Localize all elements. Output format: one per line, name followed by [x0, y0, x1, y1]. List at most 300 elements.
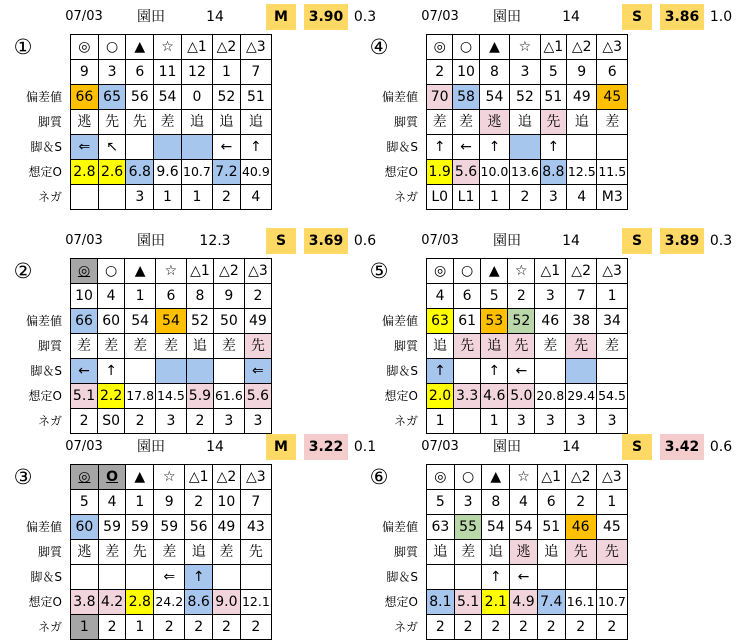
horse-number-cell: 2 [427, 60, 453, 85]
nega-cell: M3 [597, 185, 628, 210]
race-count: 14 [562, 9, 580, 25]
horse-number-cell: 9 [71, 60, 99, 85]
row-label: 想定O [28, 389, 62, 403]
ashi-cell [71, 565, 99, 590]
horse-number-cell: 1 [126, 490, 154, 515]
race-diff: 0.6 [709, 439, 733, 455]
mark-cell: ☆ [154, 35, 182, 60]
mark-cell: ◎ [427, 35, 453, 60]
horse-number-cell: 4 [510, 490, 538, 515]
style-cell: 差 [454, 540, 482, 565]
mark-cell: ◎ [71, 259, 98, 284]
horse-number-cell: 1 [597, 284, 628, 309]
ashi-cell: ↑ [427, 135, 453, 160]
horse-number-cell: 5 [481, 284, 508, 309]
ashi-cell [181, 135, 212, 160]
grid-row [71, 409, 272, 434]
race-value: 3.89 [660, 228, 704, 254]
race-date: 07/03 [65, 9, 103, 24]
mark-cell: ☆ [510, 465, 538, 490]
deviation-cell: 59 [126, 515, 154, 540]
style-cell: 差 [156, 334, 187, 359]
horse-number-cell: 7 [566, 284, 597, 309]
race-diff: 1.0 [709, 9, 733, 25]
horse-number-cell: 9 [567, 60, 597, 85]
nega-cell: 2 [427, 615, 455, 640]
race-grade: S [622, 434, 652, 460]
row-label: ネガ [37, 414, 62, 428]
style-cell: 差 [597, 334, 628, 359]
grid-row [71, 590, 272, 615]
row-labels [6, 85, 66, 210]
nega-cell: 2 [185, 615, 213, 640]
deviation-cell: 56 [126, 85, 154, 110]
row-label: ネガ [393, 620, 418, 634]
ashi-cell: ↖ [98, 135, 126, 160]
horse-number-cell: 8 [482, 490, 510, 515]
deviation-cell: 50 [213, 309, 244, 334]
horse-number-cell: 1 [213, 60, 241, 85]
race-grid [426, 34, 628, 210]
race-count: 14 [562, 439, 580, 455]
grid-row [71, 284, 272, 309]
odds-cell: 2.8 [71, 160, 99, 185]
row-label: ネガ [37, 620, 62, 634]
style-cell: 先 [596, 540, 627, 565]
mark-cell: ☆ [510, 35, 540, 60]
race-diff: 0.6 [353, 233, 377, 249]
race-value: 3.69 [304, 228, 348, 254]
grid-row [427, 60, 628, 85]
mark-cell: ○ [453, 35, 479, 60]
grid-row [71, 334, 272, 359]
mark-cell: △2 [213, 465, 241, 490]
row-labels [362, 309, 422, 434]
race-grid [426, 464, 628, 640]
row-label: 想定O [384, 389, 418, 403]
deviation-cell: 58 [453, 85, 479, 110]
deviation-cell: 59 [154, 515, 185, 540]
deviation-cell: 52 [510, 85, 540, 110]
nega-cell: 2 [71, 409, 98, 434]
horse-number-cell: 3 [454, 490, 482, 515]
nega-cell: 2 [213, 615, 241, 640]
nega-cell: 3 [156, 409, 187, 434]
ashi-cell: ↑ [479, 135, 509, 160]
odds-cell: 4.9 [510, 590, 538, 615]
deviation-cell: 55 [454, 515, 482, 540]
odds-cell: 10.0 [479, 160, 509, 185]
deviation-cell: 52 [186, 309, 213, 334]
deviation-cell: 34 [597, 309, 628, 334]
horse-number-cell: 8 [479, 60, 509, 85]
nega-cell: 3 [213, 409, 244, 434]
race-grid [70, 258, 272, 434]
grid-row [71, 185, 272, 210]
grid-row [427, 110, 628, 135]
style-cell: 先 [126, 110, 154, 135]
odds-cell: 61.6 [213, 384, 244, 409]
deviation-cell: 65 [98, 85, 126, 110]
row-label: 脚＆S [30, 140, 62, 154]
deviation-cell: 66 [71, 309, 98, 334]
deviation-cell: 54 [125, 309, 156, 334]
horse-number-cell: 10 [453, 60, 479, 85]
horse-number-cell: 6 [156, 284, 187, 309]
ashi-cell [125, 359, 156, 384]
race-date: 07/03 [421, 9, 459, 24]
race-value: 3.90 [304, 4, 348, 30]
deviation-cell: 63 [427, 309, 454, 334]
horse-number-cell: 5 [540, 60, 566, 85]
mark-cell: ◎ [427, 259, 454, 284]
deviation-cell: 54 [154, 85, 182, 110]
style-cell: 追 [213, 110, 241, 135]
odds-cell: 5.9 [186, 384, 213, 409]
race-venue: 園田 [137, 439, 165, 455]
nega-cell: 2 [510, 185, 540, 210]
style-cell: 先 [454, 334, 481, 359]
mark-cell: ○ [454, 465, 482, 490]
ashi-cell: ↑ [481, 359, 508, 384]
grid-row [427, 565, 628, 590]
ashi-cell [565, 565, 596, 590]
mark-cell: ◎ [71, 35, 99, 60]
row-labels [6, 309, 66, 434]
mark-cell: △3 [597, 35, 628, 60]
odds-cell: 3.3 [454, 384, 481, 409]
style-cell: 逃 [479, 110, 509, 135]
style-cell: 差 [71, 334, 98, 359]
odds-cell: 1.9 [427, 160, 453, 185]
race-number: ③ [13, 465, 33, 489]
nega-cell: 3 [508, 409, 535, 434]
ashi-cell: ↑ [240, 135, 271, 160]
grid-row [427, 35, 628, 60]
odds-cell: 12.5 [567, 160, 597, 185]
deviation-cell: 43 [240, 515, 271, 540]
odds-cell: 9.6 [154, 160, 182, 185]
row-label: ネガ [393, 414, 418, 428]
race-count: 14 [206, 439, 224, 455]
odds-cell: 13.6 [510, 160, 540, 185]
nega-cell: 3 [597, 409, 628, 434]
race-venue: 園田 [137, 233, 165, 249]
race-date: 07/03 [65, 233, 103, 248]
odds-cell: 3.8 [71, 590, 99, 615]
odds-cell: 7.2 [213, 160, 241, 185]
mark-cell: △1 [535, 259, 566, 284]
odds-cell: 54.5 [597, 384, 628, 409]
nega-cell: 3 [126, 185, 154, 210]
deviation-cell: 63 [427, 515, 455, 540]
race-number: ④ [369, 35, 389, 59]
deviation-cell: 38 [566, 309, 597, 334]
grid-row [71, 565, 272, 590]
race-date: 07/03 [421, 439, 459, 454]
race-value: 3.86 [660, 4, 704, 30]
race-number: ① [13, 35, 33, 59]
style-cell: 先 [508, 334, 535, 359]
odds-cell: 12.1 [240, 590, 271, 615]
race-date: 07/03 [65, 439, 103, 454]
nega-cell: L0 [427, 185, 453, 210]
race-grade: S [266, 228, 296, 254]
grid-row [427, 490, 628, 515]
style-cell: 差 [453, 110, 479, 135]
ashi-cell [597, 359, 628, 384]
race-grid [426, 258, 628, 434]
style-cell: 追 [482, 540, 510, 565]
horse-number-cell: 8 [186, 284, 213, 309]
nega-cell: 2 [596, 615, 627, 640]
race-diff: 0.3 [353, 9, 377, 25]
horse-number-cell: 9 [213, 284, 244, 309]
ashi-cell: ← [510, 565, 538, 590]
nega-cell: 2 [482, 615, 510, 640]
grid-row [427, 515, 628, 540]
grid-row [427, 309, 628, 334]
race-venue: 園田 [137, 9, 165, 25]
nega-cell: 2 [510, 615, 538, 640]
nega-cell: 2 [154, 615, 185, 640]
horse-number-cell: 6 [454, 284, 481, 309]
mark-cell: ○ [98, 35, 126, 60]
nega-cell [454, 409, 481, 434]
ashi-cell [535, 359, 566, 384]
style-cell: 差 [535, 334, 566, 359]
grid-row [427, 590, 628, 615]
horse-number-cell: 6 [597, 60, 628, 85]
odds-cell: 5.6 [244, 384, 271, 409]
odds-cell: 2.6 [98, 160, 126, 185]
row-label: 脚質 [37, 115, 62, 129]
horse-number-cell: 2 [185, 490, 213, 515]
nega-cell: 2 [98, 615, 126, 640]
nega-cell: S0 [98, 409, 125, 434]
grid-row [71, 615, 272, 640]
mark-cell: ▲ [479, 35, 509, 60]
deviation-cell: 70 [427, 85, 453, 110]
nega-cell: 3 [535, 409, 566, 434]
race-value: 3.22 [304, 434, 348, 460]
mark-cell: △1 [537, 465, 565, 490]
row-label: ネガ [393, 190, 418, 204]
horse-number-cell: 11 [154, 60, 182, 85]
style-cell: 差 [597, 110, 628, 135]
deviation-cell: 54 [482, 515, 510, 540]
odds-cell: 14.5 [156, 384, 187, 409]
odds-cell: 4.6 [481, 384, 508, 409]
horse-number-cell: 4 [98, 490, 126, 515]
row-label: 偏差値 [381, 520, 418, 534]
grid-row [427, 359, 628, 384]
grid-row [427, 135, 628, 160]
style-cell: 先 [240, 540, 271, 565]
nega-cell: 1 [427, 409, 454, 434]
style-cell: 追 [427, 334, 454, 359]
deviation-cell: 53 [481, 309, 508, 334]
ashi-cell: ↑ [427, 359, 454, 384]
horse-number-cell: 9 [154, 490, 185, 515]
style-cell: 差 [98, 540, 126, 565]
odds-cell: 5.0 [508, 384, 535, 409]
ashi-cell: ← [508, 359, 535, 384]
horse-number-cell: 12 [181, 60, 212, 85]
grid-row [71, 85, 272, 110]
nega-cell: 2 [186, 409, 213, 434]
mark-cell: ☆ [154, 465, 185, 490]
mark-cell: ▲ [125, 259, 156, 284]
race-venue: 園田 [493, 9, 521, 25]
horse-number-cell: 2 [565, 490, 596, 515]
deviation-cell: 66 [71, 85, 99, 110]
ashi-cell [98, 565, 126, 590]
horse-number-cell: 3 [98, 60, 126, 85]
mark-cell: △3 [240, 35, 271, 60]
nega-cell: 1 [479, 185, 509, 210]
ashi-cell [213, 359, 244, 384]
ashi-cell: ↑ [98, 359, 125, 384]
deviation-cell: 49 [567, 85, 597, 110]
grid-row [427, 284, 628, 309]
row-label: 脚＆S [386, 364, 418, 378]
ashi-cell [597, 135, 628, 160]
grid-row [427, 85, 628, 110]
horse-number-cell: 3 [510, 60, 540, 85]
row-label: 脚質 [393, 339, 418, 353]
mark-cell: △2 [213, 35, 241, 60]
race-grade: M [266, 4, 296, 30]
grid-row [71, 135, 272, 160]
deviation-cell: 51 [540, 85, 566, 110]
grid-row [71, 110, 272, 135]
horse-number-cell: 4 [427, 284, 454, 309]
grid-row [71, 540, 272, 565]
deviation-cell: 52 [508, 309, 535, 334]
horse-number-cell: 1 [125, 284, 156, 309]
ashi-cell [156, 359, 187, 384]
row-label: 想定O [28, 595, 62, 609]
horse-number-cell: 6 [537, 490, 565, 515]
mark-cell: ○ [454, 259, 481, 284]
ashi-cell [454, 359, 481, 384]
nega-cell: 3 [244, 409, 271, 434]
style-cell: 追 [181, 110, 212, 135]
odds-cell: 2.1 [482, 590, 510, 615]
horse-number-cell: 2 [244, 284, 271, 309]
grid-row [71, 359, 272, 384]
row-label: 偏差値 [25, 90, 62, 104]
race-venue: 園田 [493, 233, 521, 249]
odds-cell: 8.1 [427, 590, 455, 615]
ashi-cell: ⇐ [154, 565, 185, 590]
ashi-cell: ↑ [540, 135, 566, 160]
nega-cell: 2 [240, 615, 271, 640]
ashi-cell: ← [213, 135, 241, 160]
row-label: 脚質 [393, 545, 418, 559]
mark-cell: ☆ [156, 259, 187, 284]
style-cell: 先 [98, 110, 126, 135]
style-cell: 逃 [510, 540, 538, 565]
grid-row [71, 259, 272, 284]
grid-row [427, 540, 628, 565]
nega-cell: 1 [481, 409, 508, 434]
ashi-cell [537, 565, 565, 590]
race-count: 14 [206, 9, 224, 25]
race-date: 07/03 [421, 233, 459, 248]
ashi-cell [567, 135, 597, 160]
deviation-cell: 61 [454, 309, 481, 334]
race-count: 14 [562, 233, 580, 249]
odds-cell: 11.5 [597, 160, 628, 185]
row-label: 脚質 [37, 339, 62, 353]
style-cell: 差 [125, 334, 156, 359]
deviation-cell: 56 [185, 515, 213, 540]
row-label: 偏差値 [381, 314, 418, 328]
odds-cell: 5.1 [454, 590, 482, 615]
odds-cell: 8.8 [540, 160, 566, 185]
mark-cell: ▲ [481, 259, 508, 284]
row-label: 脚＆S [386, 140, 418, 154]
deviation-cell: 49 [213, 515, 241, 540]
mark-cell: △1 [181, 35, 212, 60]
nega-cell: 4 [567, 185, 597, 210]
odds-cell: 40.9 [240, 160, 271, 185]
odds-cell: 20.8 [535, 384, 566, 409]
row-labels [362, 85, 422, 210]
ashi-cell [427, 565, 455, 590]
horse-number-cell: 4 [98, 284, 125, 309]
deviation-cell: 60 [98, 309, 125, 334]
race-number: ⑥ [369, 465, 389, 489]
race-grade: S [622, 4, 652, 30]
nega-cell: 1 [181, 185, 212, 210]
race-grade: S [622, 228, 652, 254]
style-cell: 差 [213, 540, 241, 565]
style-cell: 先 [126, 540, 154, 565]
nega-cell [71, 185, 99, 210]
odds-cell: 29.4 [566, 384, 597, 409]
row-label: 脚＆S [30, 364, 62, 378]
race-number: ② [13, 259, 33, 283]
row-labels [362, 515, 422, 640]
race-diff: 0.1 [353, 439, 377, 455]
nega-cell: L1 [453, 185, 479, 210]
race-header [418, 434, 733, 460]
ashi-cell [186, 359, 213, 384]
grid-row [71, 35, 272, 60]
grid-row [427, 615, 628, 640]
row-label: 脚＆S [30, 570, 62, 584]
grid-row [427, 259, 628, 284]
ashi-cell [126, 135, 154, 160]
mark-cell: ▲ [482, 465, 510, 490]
ashi-cell: ⇐ [71, 135, 99, 160]
race-grade: M [266, 434, 296, 460]
row-labels [6, 515, 66, 640]
odds-cell: 5.6 [453, 160, 479, 185]
deviation-cell: 54 [479, 85, 509, 110]
ashi-cell [454, 565, 482, 590]
horse-number-cell: 7 [240, 60, 271, 85]
race-header [62, 434, 377, 460]
odds-cell: 4.2 [98, 590, 126, 615]
odds-cell: 6.8 [126, 160, 154, 185]
mark-cell: O [98, 465, 126, 490]
deviation-cell: 45 [597, 85, 628, 110]
style-cell: 先 [540, 110, 566, 135]
